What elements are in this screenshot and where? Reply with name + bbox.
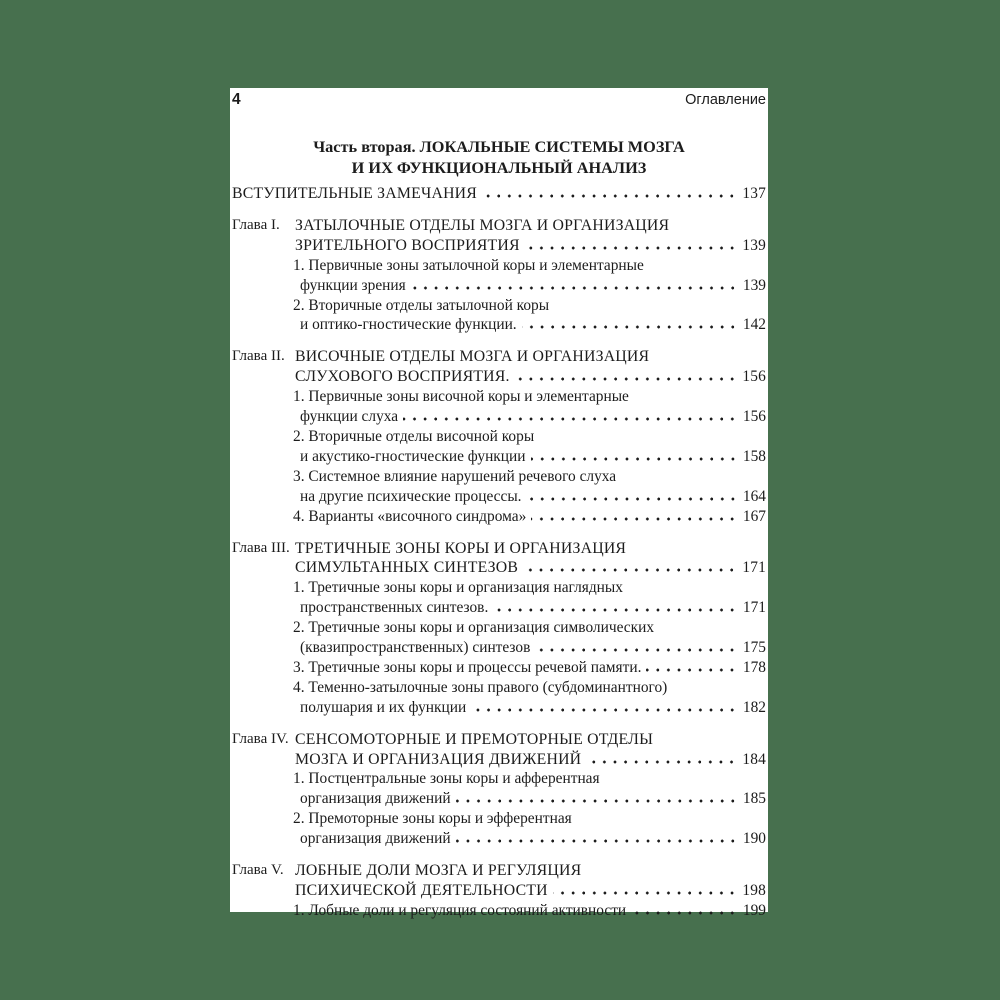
- toc-line: [293, 256, 766, 276]
- toc-entry: [232, 347, 766, 526]
- toc-subentry: [293, 769, 766, 809]
- toc-line: [300, 598, 766, 618]
- part-heading-line1: Часть вторая. ЛОКАЛЬНЫЕ СИСТЕМЫ МОЗГА: [313, 137, 685, 156]
- toc-page-number: 198: [742, 882, 766, 899]
- toc-line: [300, 276, 766, 296]
- toc-line: [293, 427, 766, 447]
- toc-entry: [232, 861, 766, 921]
- toc-line-text: ПСИХИЧЕСКОЙ ДЕЯТЕЛЬНОСТИ: [295, 882, 548, 899]
- toc-line-text: 1. Первичные зоны височной коры и элементарные: [293, 388, 629, 406]
- toc-line: [295, 236, 766, 256]
- toc-line-text: 1. Постцентральные зоны коры и афферентная: [293, 770, 600, 788]
- toc-chapter-row: [232, 347, 766, 387]
- toc-page-number: 139: [742, 236, 766, 254]
- toc-page-number: 175: [742, 639, 766, 657]
- toc-line-text: 1. Лобные доли и регуляция состояний активности: [293, 901, 627, 919]
- toc-line: [293, 618, 766, 638]
- toc-line-text: 4. Теменно-затылочные зоны правого (субдоминантного): [293, 678, 668, 696]
- toc-line: [293, 678, 766, 698]
- toc-chapter-title: [295, 730, 766, 770]
- toc-line: [295, 730, 766, 750]
- toc-line-text: ТРЕТИЧНЫЕ ЗОНЫ КОРЫ И ОРГАНИЗАЦИЯ: [295, 539, 627, 557]
- dot-leader: [631, 911, 741, 915]
- toc-page-number: 171: [742, 559, 766, 577]
- toc-page-number: 156: [742, 408, 766, 426]
- book-page: [230, 88, 768, 919]
- toc-subentry: [293, 427, 766, 467]
- toc-chapter-label: Глава V.: [232, 862, 284, 879]
- toc-line-text: СЕНСОМОТОРНЫЕ И ПРЕМОТОРНЫЕ ОТДЕЛЫ: [295, 730, 654, 748]
- toc-page-number: 167: [742, 507, 766, 525]
- toc-line: [293, 296, 766, 316]
- dot-leader: [523, 568, 740, 572]
- toc-line: [295, 347, 766, 367]
- toc-entry: [232, 184, 766, 204]
- toc-subentry: [293, 578, 766, 618]
- toc-subentry: [293, 901, 766, 921]
- dot-leader: [522, 325, 741, 329]
- toc-subentry: [293, 678, 766, 718]
- dot-leader: [646, 668, 740, 672]
- toc-line-text: 2. Вторичные отделы затылочной коры: [293, 296, 550, 314]
- toc-chapter-row: [232, 861, 766, 901]
- toc-chapter-row: [232, 539, 766, 579]
- toc-chapter-label: Глава III.: [232, 539, 290, 556]
- toc-page-number: 156: [742, 368, 766, 386]
- dot-leader: [525, 246, 741, 250]
- toc-subentry: [293, 507, 766, 527]
- dot-leader: [482, 194, 740, 198]
- toc-line-text: и акустико-гностические функции: [300, 447, 526, 465]
- toc-line: [293, 769, 766, 789]
- toc-page-number: 139: [742, 276, 766, 294]
- toc-line: [232, 184, 766, 204]
- toc-line: [300, 447, 766, 467]
- toc-line: [293, 507, 766, 527]
- toc-line: [295, 861, 766, 881]
- toc-line: [300, 487, 766, 507]
- toc-subentry: [293, 296, 766, 336]
- toc-subentry: [293, 618, 766, 658]
- toc-line-text: полушария и их функции: [300, 698, 467, 716]
- toc-line-text: ВСТУПИТЕЛЬНЫЕ ЗАМЕЧАНИЯ: [232, 185, 478, 202]
- dot-leader: [403, 417, 741, 421]
- toc-line: [300, 829, 766, 849]
- toc-page-number: 182: [742, 698, 766, 716]
- toc-page-number: 178: [742, 658, 766, 676]
- dot-leader: [411, 286, 741, 290]
- part-heading-line2: И ИХ ФУНКЦИОНАЛЬНЫЙ АНАЛИЗ: [351, 158, 647, 177]
- toc-chapter-title: [295, 216, 766, 256]
- toc-line-text: функции слуха: [300, 408, 399, 426]
- toc-line-text: ЗАТЫЛОЧНЫЕ ОТДЕЛЫ МОЗГА И ОРГАНИЗАЦИЯ: [295, 216, 670, 234]
- toc-page-number: 185: [742, 790, 766, 808]
- toc-line: [300, 315, 766, 335]
- toc-line-text: пространственных синтезов.: [300, 599, 489, 617]
- toc-page-number: 137: [742, 185, 766, 202]
- toc-line: [300, 407, 766, 427]
- dot-leader: [527, 497, 741, 501]
- toc-subentry: [293, 467, 766, 507]
- toc-line: [293, 809, 766, 829]
- toc-line-text: ЛОБНЫЕ ДОЛИ МОЗГА И РЕГУЛЯЦИЯ: [295, 862, 582, 880]
- toc-page-number: 171: [742, 599, 766, 617]
- toc-line-text: 2. Премоторные зоны коры и эфферентная: [293, 810, 572, 828]
- toc-chapter-row: [232, 730, 766, 770]
- toc-line-text: (квазипространственных) синтезов: [300, 639, 531, 657]
- toc-line: [295, 558, 766, 578]
- toc-chapter-title: [295, 539, 766, 579]
- toc-line-text: ВИСОЧНЫЕ ОТДЕЛЫ МОЗГА И ОРГАНИЗАЦИЯ: [295, 348, 650, 366]
- dot-leader: [456, 839, 741, 843]
- toc-chapter-label: Глава I.: [232, 216, 280, 233]
- toc-line-text: организация движений: [300, 790, 451, 808]
- toc-line-text: ЗРИТЕЛЬНОГО ВОСПРИЯТИЯ: [295, 236, 520, 254]
- toc-line: [295, 216, 766, 236]
- toc-line: [295, 750, 766, 770]
- toc-page-number: 142: [742, 316, 766, 334]
- toc-page-number: 190: [742, 830, 766, 848]
- toc-page-number: 199: [742, 901, 766, 919]
- dot-leader: [586, 760, 740, 764]
- dot-leader: [553, 891, 741, 895]
- toc-line: [300, 789, 766, 809]
- dot-leader: [471, 708, 741, 712]
- toc-chapter-title: [295, 347, 766, 387]
- toc-page-number: 184: [742, 750, 766, 768]
- toc-line-text: функции зрения: [300, 276, 406, 294]
- toc-chapter-row: [232, 216, 766, 256]
- dot-leader: [456, 799, 741, 803]
- toc-line: [295, 539, 766, 559]
- toc-subentry: [293, 387, 766, 427]
- toc-line: [293, 658, 766, 678]
- toc-subentry: [293, 658, 766, 678]
- toc-page-number: 164: [742, 487, 766, 505]
- dot-leader: [531, 517, 741, 521]
- running-title: Оглавление: [685, 92, 766, 108]
- toc-line-text: 1. Первичные зоны затылочной коры и элементарные: [293, 256, 644, 274]
- toc-page-number: 158: [742, 447, 766, 465]
- toc-subentry: [293, 256, 766, 296]
- toc-line: [295, 367, 766, 387]
- dot-leader: [515, 377, 741, 381]
- running-header: [232, 91, 766, 109]
- toc-line-text: СЛУХОВОГО ВОСПРИЯТИЯ.: [295, 368, 510, 386]
- toc-line-text: на другие психические процессы.: [300, 487, 522, 505]
- toc-entry: [232, 216, 766, 335]
- toc-line-text: 2. Третичные зоны коры и организация символических: [293, 619, 655, 637]
- dot-leader: [535, 648, 741, 652]
- toc-list: [232, 184, 766, 921]
- toc-line: [293, 387, 766, 407]
- toc-line: [293, 578, 766, 598]
- toc-line-text: 3. Системное влияние нарушений речевого слуха: [293, 467, 617, 485]
- toc-entry: [232, 539, 766, 718]
- toc-line: [300, 698, 766, 718]
- part-heading: [232, 136, 766, 178]
- toc-line-text: 1. Третичные зоны коры и организация наглядных: [293, 579, 623, 597]
- toc-line: [295, 881, 766, 901]
- toc-line-text: организация движений: [300, 830, 451, 848]
- toc-subentry: [293, 809, 766, 849]
- toc-line-text: СИМУЛЬТАННЫХ СИНТЕЗОВ: [295, 559, 519, 577]
- toc-line-text: МОЗГА И ОРГАНИЗАЦИЯ ДВИЖЕНИЙ: [295, 750, 582, 768]
- toc-line: [293, 901, 766, 921]
- toc-chapter-title: [295, 861, 766, 901]
- toc-line-text: 4. Варианты «височного синдрома»: [293, 507, 527, 525]
- toc-chapter-label: Глава IV.: [232, 730, 289, 747]
- toc-line: [300, 638, 766, 658]
- toc-line-text: 3. Третичные зоны коры и процессы речевой памяти.: [293, 658, 642, 676]
- toc-chapter-label: Глава II.: [232, 348, 285, 365]
- page-number: 4: [232, 91, 241, 108]
- dot-leader: [493, 608, 741, 612]
- dot-leader: [531, 457, 741, 461]
- toc-entry: [232, 730, 766, 849]
- toc-line-text: 2. Вторичные отделы височной коры: [293, 427, 535, 445]
- toc-line: [293, 467, 766, 487]
- toc-line-text: и оптико-гностические функции.: [300, 316, 517, 334]
